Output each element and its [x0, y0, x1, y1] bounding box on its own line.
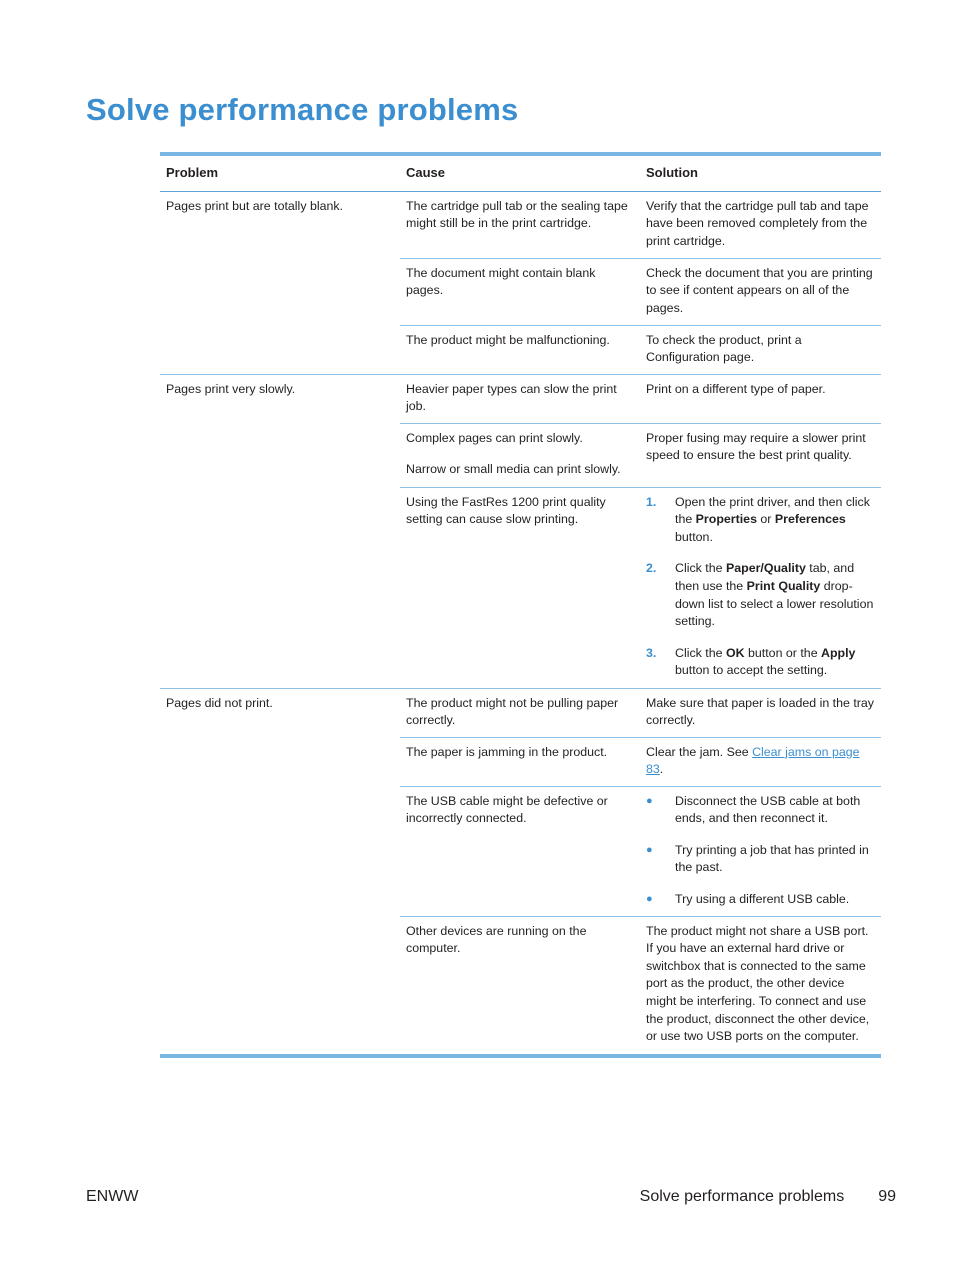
table-row	[400, 375, 881, 424]
numbered-step	[646, 494, 875, 547]
clear-jams-link[interactable]: Clear jams on page 83	[646, 744, 860, 777]
cause-cell: Heavier paper types can slow the print job.	[406, 381, 617, 414]
bullet-icon: ●	[646, 794, 653, 807]
cause-cell: The document might contain blank pages.	[406, 265, 596, 298]
bullet-text: Disconnect the USB cable at both ends, and then reconnect it.	[675, 793, 861, 826]
table-row	[400, 689, 881, 738]
table-row	[400, 917, 881, 1054]
bullet-icon: ●	[646, 843, 653, 856]
footer-section-title: Solve performance problems	[639, 1188, 845, 1205]
solution-cell: To check the product, print a Configuration page.	[646, 332, 802, 365]
bullet-icon: ●	[646, 892, 653, 905]
solution-cell: Proper fusing may require a slower print speed to ensure the best print quality.	[646, 430, 866, 463]
solution-cell: Print on a different type of paper.	[646, 381, 826, 396]
problem-group-blank-pages	[160, 192, 881, 375]
footer-right	[640, 1188, 896, 1206]
solution-cell: Verify that the cartridge pull tab and tape have been removed completely from the print cartridge.	[646, 198, 869, 248]
header-solution: Solution	[646, 165, 698, 180]
header-cause: Cause	[406, 165, 446, 180]
solution-cell: Make sure that paper is loaded in the tray correctly.	[646, 695, 874, 728]
cause-cell: The product might be malfunctioning.	[406, 332, 610, 347]
bullet-item	[646, 793, 875, 828]
bullet-text: Try printing a job that has printed in the past.	[675, 842, 869, 875]
step-number: 2.	[646, 561, 657, 576]
table-row	[400, 424, 881, 488]
table-row	[400, 787, 881, 917]
table-row	[400, 259, 881, 326]
cause-cell: The cartridge pull tab or the sealing tape might still be in the print cartridge.	[406, 198, 628, 231]
problem-cell: Pages print very slowly.	[166, 381, 296, 396]
step-number: 3.	[646, 645, 657, 660]
table-header-row	[160, 156, 881, 192]
cause-cell: The paper is jamming in the product.	[406, 744, 608, 759]
step-number: 1.	[646, 494, 657, 509]
footer-code: ENWW	[86, 1188, 139, 1205]
numbered-step	[646, 645, 875, 680]
step-text: Click the OK button or the Apply button to accept the setting.	[675, 645, 856, 678]
step-text: Click the Paper/Quality tab, and then use the Print Quality drop-down list to select a lower resolution setting.	[675, 561, 874, 629]
table-row	[400, 326, 881, 374]
problem-cell: Pages did not print.	[166, 695, 273, 710]
problem-group-slow-printing	[160, 375, 881, 689]
table-row	[400, 488, 881, 688]
header-problem: Problem	[166, 165, 219, 180]
solution-cell: The product might not share a USB port. If you have an external hard drive or switchbox that is connected to the same port as the product, the other device might be interfering. To connect and use the product, disconnect the other device, or use two USB ports on the computer.	[646, 923, 870, 1044]
step-text: Open the print driver, and then click the Properties or Preferences button.	[675, 494, 870, 544]
table-row	[400, 738, 881, 787]
cause-cell: The USB cable might be defective or incorrectly connected.	[406, 793, 608, 826]
solution-cell	[640, 787, 881, 916]
bullet-text: Try using a different USB cable.	[675, 891, 850, 906]
table-row	[400, 192, 881, 259]
performance-problems-table	[160, 152, 881, 1058]
page-title: Solve performance problems	[86, 92, 519, 127]
cause-paragraph: Narrow or small media can print slowly.	[406, 462, 621, 477]
solution-cell	[640, 488, 881, 688]
problem-group-did-not-print	[160, 689, 881, 1054]
cause-cell: Other devices are running on the computer.	[406, 923, 587, 956]
solution-cell: Check the document that you are printing to see if content appears on all of the pages.	[646, 265, 873, 315]
cause-cell: Using the FastRes 1200 print quality setting can cause slow printing.	[406, 494, 606, 527]
page-number: 99	[878, 1188, 896, 1205]
problem-cell: Pages print but are totally blank.	[166, 198, 344, 213]
cause-paragraph: Complex pages can print slowly.	[406, 430, 583, 445]
cause-cell	[400, 424, 640, 487]
cause-cell: The product might not be pulling paper correctly.	[406, 695, 619, 728]
bullet-item	[646, 891, 875, 909]
bullet-item	[646, 842, 875, 877]
table-bottom-rule	[160, 1054, 881, 1058]
solution-cell: Clear the jam. See Clear jams on page 83.	[646, 744, 860, 777]
numbered-step	[646, 560, 875, 630]
